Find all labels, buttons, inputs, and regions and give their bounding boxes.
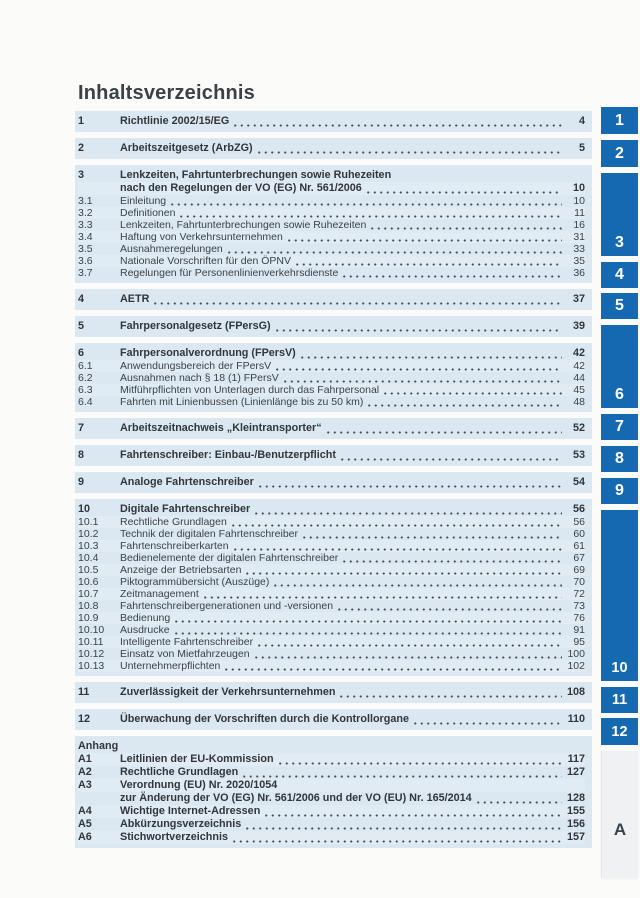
toc-row-title: Ausnahmeregelungen: [120, 243, 223, 255]
toc-group: [75, 138, 592, 159]
toc-row-number: 2: [78, 142, 85, 154]
toc-row: [78, 660, 585, 672]
toc-row-page: 72: [573, 588, 585, 600]
chapter-tab-11: [601, 687, 638, 713]
dot-leader: [365, 186, 562, 194]
toc-row-number: A4: [78, 805, 92, 817]
chapter-tab-6: [601, 325, 638, 408]
toc-row: [78, 779, 585, 792]
toc-row-number: Anhang: [78, 740, 119, 752]
dot-leader: [339, 453, 562, 461]
toc-row: [78, 805, 585, 818]
toc-row-title: Intelligente Fahrtenschreiber: [120, 636, 254, 648]
chapter-tab-label: 6: [615, 386, 624, 403]
toc-row-number: 10.11: [78, 636, 104, 648]
toc-row-title: zur Änderung der VO (EG) Nr. 561/2006 und der VO (EU) Nr. 165/2014: [120, 792, 472, 804]
toc-row: [78, 740, 585, 753]
toc-row: [78, 600, 585, 612]
toc-row-number: 10.4: [78, 552, 99, 564]
toc-row-title: Analoge Fahrtenschreiber: [120, 476, 254, 488]
toc-row-title: Stichwortverzeichnis: [120, 831, 229, 843]
toc-row-page: 39: [572, 320, 585, 332]
chapter-tab-7: [601, 414, 638, 440]
toc-row: [78, 753, 585, 766]
dot-leader: [336, 603, 562, 611]
toc-row-number: 10.13: [78, 660, 105, 672]
toc-row-title: Richtlinie 2002/15/EG: [120, 115, 230, 127]
chapter-tab-label: 10: [611, 660, 628, 676]
chapter-tab-label: 4: [615, 266, 624, 283]
dot-leader: [178, 210, 562, 218]
dot-leader: [294, 258, 562, 266]
toc-row-page: 156: [566, 818, 585, 830]
chapter-tab-label: 1: [615, 111, 624, 129]
toc-row-page: 4: [578, 115, 585, 127]
toc-row-page: 42: [573, 360, 585, 372]
toc-row: [78, 818, 585, 831]
toc-row: [78, 293, 585, 306]
toc-row-title: Technik der digitalen Fahrtenschreiber: [120, 528, 299, 540]
page-title: Inhaltsverzeichnis: [78, 82, 255, 104]
chapter-tab-1: [601, 107, 638, 134]
toc-row: [78, 516, 585, 528]
chapter-tab-5: [601, 293, 638, 319]
dot-leader: [241, 770, 562, 778]
table-of-contents: [75, 111, 592, 848]
chapter-tab-label: 5: [615, 297, 624, 314]
toc-row-number: 12: [78, 713, 91, 725]
toc-row-page: 155: [566, 805, 585, 817]
toc-row-number: 11: [78, 686, 90, 698]
toc-row-number: 10.1: [78, 516, 99, 528]
chapter-tab-label: A: [613, 820, 627, 839]
toc-row-page: 73: [573, 600, 585, 612]
chapter-tab-label: 12: [611, 723, 628, 740]
toc-row-page: 157: [566, 831, 585, 843]
toc-group: [75, 165, 592, 283]
toc-row-title: Haftung von Verkehrsunternehmen: [120, 231, 283, 243]
toc-row: [78, 686, 585, 699]
dot-leader: [341, 270, 562, 278]
toc-row-number: 3.3: [78, 219, 93, 231]
toc-row-page: 48: [573, 396, 585, 408]
dot-leader: [232, 119, 562, 127]
toc-row-number: A3: [78, 779, 92, 791]
chapter-tab-label: 7: [615, 418, 624, 435]
toc-row-title: Fahrpersonalgesetz (FPersG): [120, 320, 271, 332]
toc-row: [78, 588, 585, 600]
dot-leader: [325, 426, 562, 434]
chapter-tab-label: 8: [615, 450, 624, 467]
toc-group: [75, 343, 592, 412]
toc-row-page: 10: [572, 182, 585, 194]
toc-row-number: 3.5: [78, 243, 93, 255]
dot-leader: [301, 531, 562, 539]
toc-row-number: 8: [78, 449, 85, 461]
toc-row-number: 10.2: [78, 528, 99, 540]
dot-leader: [173, 615, 562, 623]
chapter-tab-label: 3: [615, 234, 624, 251]
toc-row: [78, 624, 585, 636]
dot-leader: [274, 324, 562, 332]
toc-row-title: Ausnahmen nach § 18 (1) FPersV: [120, 372, 279, 384]
toc-row-number: A2: [78, 766, 92, 778]
chapter-tab-label: 9: [615, 482, 624, 499]
toc-row-title: Zuverlässigkeit der Verkehrsunternehmen: [120, 686, 336, 698]
dot-leader: [338, 690, 562, 698]
dot-leader: [369, 222, 562, 230]
toc-row-page: 45: [573, 384, 585, 396]
dot-leader: [169, 198, 562, 206]
toc-row-title: Unternehmerpflichten: [120, 660, 221, 672]
toc-group: [75, 736, 592, 848]
toc-row-page: 110: [567, 713, 585, 725]
toc-row-page: 52: [572, 422, 585, 434]
dot-leader: [475, 796, 562, 804]
toc-row-title: Fahrtenschreiber: Einbau-/Benutzerpflicht: [120, 449, 336, 461]
toc-row: [78, 115, 585, 128]
toc-group: [75, 445, 592, 466]
toc-row: [78, 449, 585, 462]
toc-row-number: 9: [78, 476, 85, 488]
toc-row-title: Zeitmanagement: [120, 588, 199, 600]
toc-row: [78, 422, 585, 435]
dot-leader: [272, 579, 562, 587]
toc-row: [78, 648, 585, 660]
toc-row-number: 10.6: [78, 576, 99, 588]
dot-leader: [282, 375, 562, 383]
toc-row-page: 69: [573, 564, 585, 576]
toc-row-title: Piktogrammübersicht (Auszüge): [120, 576, 270, 588]
toc-row: [78, 792, 585, 805]
toc-row: [78, 528, 585, 540]
toc-row: [78, 207, 585, 219]
chapter-tab-10: [601, 510, 638, 681]
toc-group: [75, 499, 592, 676]
dot-leader: [299, 351, 562, 359]
toc-row-title: Einsatz von Mietfahrzeugen: [120, 648, 250, 660]
toc-row-title: Fahrten mit Linienbussen (Linienlänge bis zu 50 km): [120, 396, 364, 408]
chapter-tab-a: [601, 751, 638, 878]
toc-group: [75, 111, 592, 132]
toc-row-page: 42: [572, 347, 585, 359]
toc-row-page: 31: [573, 231, 585, 243]
toc-row-number: A6: [78, 831, 92, 843]
toc-row-title: Mitführpflichten von Unterlagen durch das Fahrpersonal: [120, 384, 380, 396]
toc-row: [78, 372, 585, 384]
toc-row-number: 6.3: [78, 384, 93, 396]
toc-group: [75, 709, 592, 730]
toc-row-title: Rechtliche Grundlagen: [120, 766, 239, 778]
toc-row-number: A1: [78, 753, 92, 765]
toc-row-page: 61: [573, 540, 585, 552]
toc-row-title: Regelungen für Personenlinienverkehrsdienste: [120, 267, 339, 279]
toc-row-title: Ausdrucke: [120, 624, 170, 636]
toc-row: [78, 503, 585, 516]
toc-row-page: 67: [573, 552, 585, 564]
toc-row-title: AETR: [120, 293, 150, 305]
toc-group: [75, 418, 592, 439]
toc-row-title: Verordnung (EU) Nr. 2020/1054: [120, 779, 278, 791]
toc-row-title: Anwendungsbereich der FPersV: [120, 360, 272, 372]
toc-row: [78, 636, 585, 648]
toc-row-page: 128: [566, 792, 585, 804]
dot-leader: [173, 627, 562, 635]
dot-leader: [123, 744, 562, 752]
toc-row-title: Bedienelemente der digitalen Fahrtenschreiber: [120, 552, 339, 564]
toc-row: [78, 713, 585, 726]
dot-leader: [412, 717, 562, 725]
toc-row-page: 91: [573, 624, 585, 636]
toc-row-page: 33: [573, 243, 585, 255]
toc-row: [78, 360, 585, 372]
toc-row-number: 3.4: [78, 231, 93, 243]
toc-row-title: Bedienung: [120, 612, 171, 624]
chapter-tab-4: [601, 262, 638, 288]
toc-row-page: 56: [572, 503, 585, 515]
toc-row-title: Fahrtenschreiberkarten: [120, 540, 229, 552]
dot-leader: [152, 297, 562, 305]
dot-leader: [244, 567, 562, 575]
dot-leader: [253, 651, 562, 659]
toc-row: [78, 169, 585, 182]
chapter-tab-12: [601, 718, 638, 745]
toc-row-page: 70: [573, 576, 585, 588]
toc-row-number: 3.1: [78, 195, 93, 207]
dot-leader: [232, 543, 562, 551]
toc-row-page: 56: [573, 516, 585, 528]
toc-row: [78, 347, 585, 360]
toc-row-number: 3: [78, 169, 85, 181]
toc-row-page: 60: [573, 528, 585, 540]
toc-row-title: Lenkzeiten, Fahrtunterbrechungen sowie Ruhezeiten: [120, 169, 392, 181]
toc-row: [78, 219, 585, 231]
toc-row-title: Überwachung der Vorschriften durch die Kontrollorgane: [120, 713, 409, 725]
dot-leader: [256, 639, 562, 647]
dot-leader: [274, 363, 562, 371]
toc-row-page: 127: [566, 766, 585, 778]
toc-row-number: 10.5: [78, 564, 99, 576]
toc-row: [78, 142, 585, 155]
toc-row: [78, 766, 585, 779]
toc-row: [78, 255, 585, 267]
chapter-tab-9: [601, 478, 638, 504]
toc-group: [75, 682, 592, 703]
dot-leader: [341, 555, 562, 563]
toc-row-title: Rechtliche Grundlagen: [120, 516, 227, 528]
dot-leader: [280, 783, 562, 791]
chapter-tab-3: [601, 173, 638, 256]
toc-row-number: 10.10: [78, 624, 105, 636]
dot-leader: [277, 757, 562, 765]
chapter-tab-2: [601, 140, 638, 167]
toc-row-page: 108: [566, 686, 585, 698]
toc-row-page: 16: [573, 219, 585, 231]
toc-group: [75, 316, 592, 337]
toc-row-number: 6.1: [78, 360, 93, 372]
toc-row-page: 44: [573, 372, 585, 384]
toc-row-title: Abkürzungsverzeichnis: [120, 818, 242, 830]
toc-row-page: 10: [573, 195, 585, 207]
dot-leader: [366, 399, 562, 407]
toc-row-number: 1: [78, 115, 85, 127]
toc-row: [78, 231, 585, 243]
toc-row-title: Nationale Vorschriften für den ÖPNV: [120, 255, 292, 267]
toc-row-title: Digitale Fahrtenschreiber: [120, 503, 251, 515]
toc-row: [78, 564, 585, 576]
dot-leader: [244, 822, 562, 830]
dot-leader: [256, 146, 562, 154]
toc-row-number: 10.8: [78, 600, 99, 612]
toc-row-page: 95: [573, 636, 585, 648]
dot-leader: [223, 663, 562, 671]
toc-row-number: 10.12: [78, 648, 105, 660]
toc-row-number: 6: [78, 347, 85, 359]
toc-row-page: 53: [572, 449, 585, 461]
toc-row: [78, 384, 585, 396]
toc-row-page: 35: [573, 255, 585, 267]
dot-leader: [231, 835, 562, 843]
toc-group: [75, 289, 592, 310]
chapter-tab-8: [601, 446, 638, 472]
toc-row-page: 117: [567, 753, 585, 765]
toc-row-number: 10: [78, 503, 91, 515]
dot-leader: [263, 809, 562, 817]
toc-row-title: Arbeitszeitnachweis „Kleintransporter“: [120, 422, 322, 434]
toc-row-number: 3.6: [78, 255, 93, 267]
toc-row-number: 10.9: [78, 612, 99, 624]
dot-leader: [394, 173, 562, 181]
toc-row-page: 36: [573, 267, 585, 279]
toc-row: [78, 396, 585, 408]
toc-row-title: nach den Regelungen der VO (EG) Nr. 561/2006: [120, 182, 362, 194]
toc-row: [78, 267, 585, 279]
dot-leader: [202, 591, 562, 599]
toc-row-page: 100: [567, 648, 585, 660]
toc-row-number: A5: [78, 818, 92, 830]
toc-row-page: 5: [578, 142, 585, 154]
dot-leader: [286, 234, 562, 242]
toc-row-title: Einleitung: [120, 195, 167, 207]
dot-leader: [230, 519, 562, 527]
toc-row-title: Fahrpersonalverordnung (FPersV): [120, 347, 296, 359]
toc-row-number: 6.2: [78, 372, 93, 384]
toc-row-title: Lenkzeiten, Fahrtunterbrechungen sowie Ruhezeiten: [120, 219, 367, 231]
toc-row-page: 54: [572, 476, 585, 488]
toc-row-title: Fahrtenschreibergenerationen und -versionen: [120, 600, 334, 612]
dot-leader: [257, 480, 562, 488]
toc-row: [78, 612, 585, 624]
toc-row-title: Wichtige Internet-Adressen: [120, 805, 261, 817]
toc-row-title: Arbeitszeitgesetz (ArbZG): [120, 142, 253, 154]
toc-row-title: Definitionen: [120, 207, 176, 219]
chapter-tab-label: 11: [611, 692, 628, 708]
toc-row: [78, 540, 585, 552]
dot-leader: [226, 246, 562, 254]
toc-row-number: 4: [78, 293, 85, 305]
toc-row: [78, 195, 585, 207]
toc-row: [78, 576, 585, 588]
toc-row: [78, 320, 585, 333]
dot-leader: [253, 507, 562, 515]
chapter-tab-label: 2: [615, 144, 624, 162]
toc-group: [75, 472, 592, 493]
toc-row: [78, 552, 585, 564]
toc-row-number: 5: [78, 320, 85, 332]
toc-row-page: 37: [572, 293, 585, 305]
toc-row: [78, 476, 585, 489]
toc-row-number: 10.3: [78, 540, 99, 552]
toc-row-number: 3.2: [78, 207, 93, 219]
toc-row-number: 3.7: [78, 267, 93, 279]
toc-row-page: 76: [573, 612, 585, 624]
toc-row-number: 7: [78, 422, 85, 434]
toc-row-number: 6.4: [78, 396, 93, 408]
toc-row: [78, 182, 585, 195]
toc-row: [78, 243, 585, 255]
toc-row-number: 10.7: [78, 588, 99, 600]
toc-row-page: 11: [574, 207, 585, 219]
toc-row-title: Leitlinien der EU-Kommission: [120, 753, 274, 765]
toc-row-page: 102: [567, 660, 585, 672]
toc-row: [78, 831, 585, 844]
toc-row-title: Anzeige der Betriebsarten: [120, 564, 242, 576]
dot-leader: [382, 387, 562, 395]
